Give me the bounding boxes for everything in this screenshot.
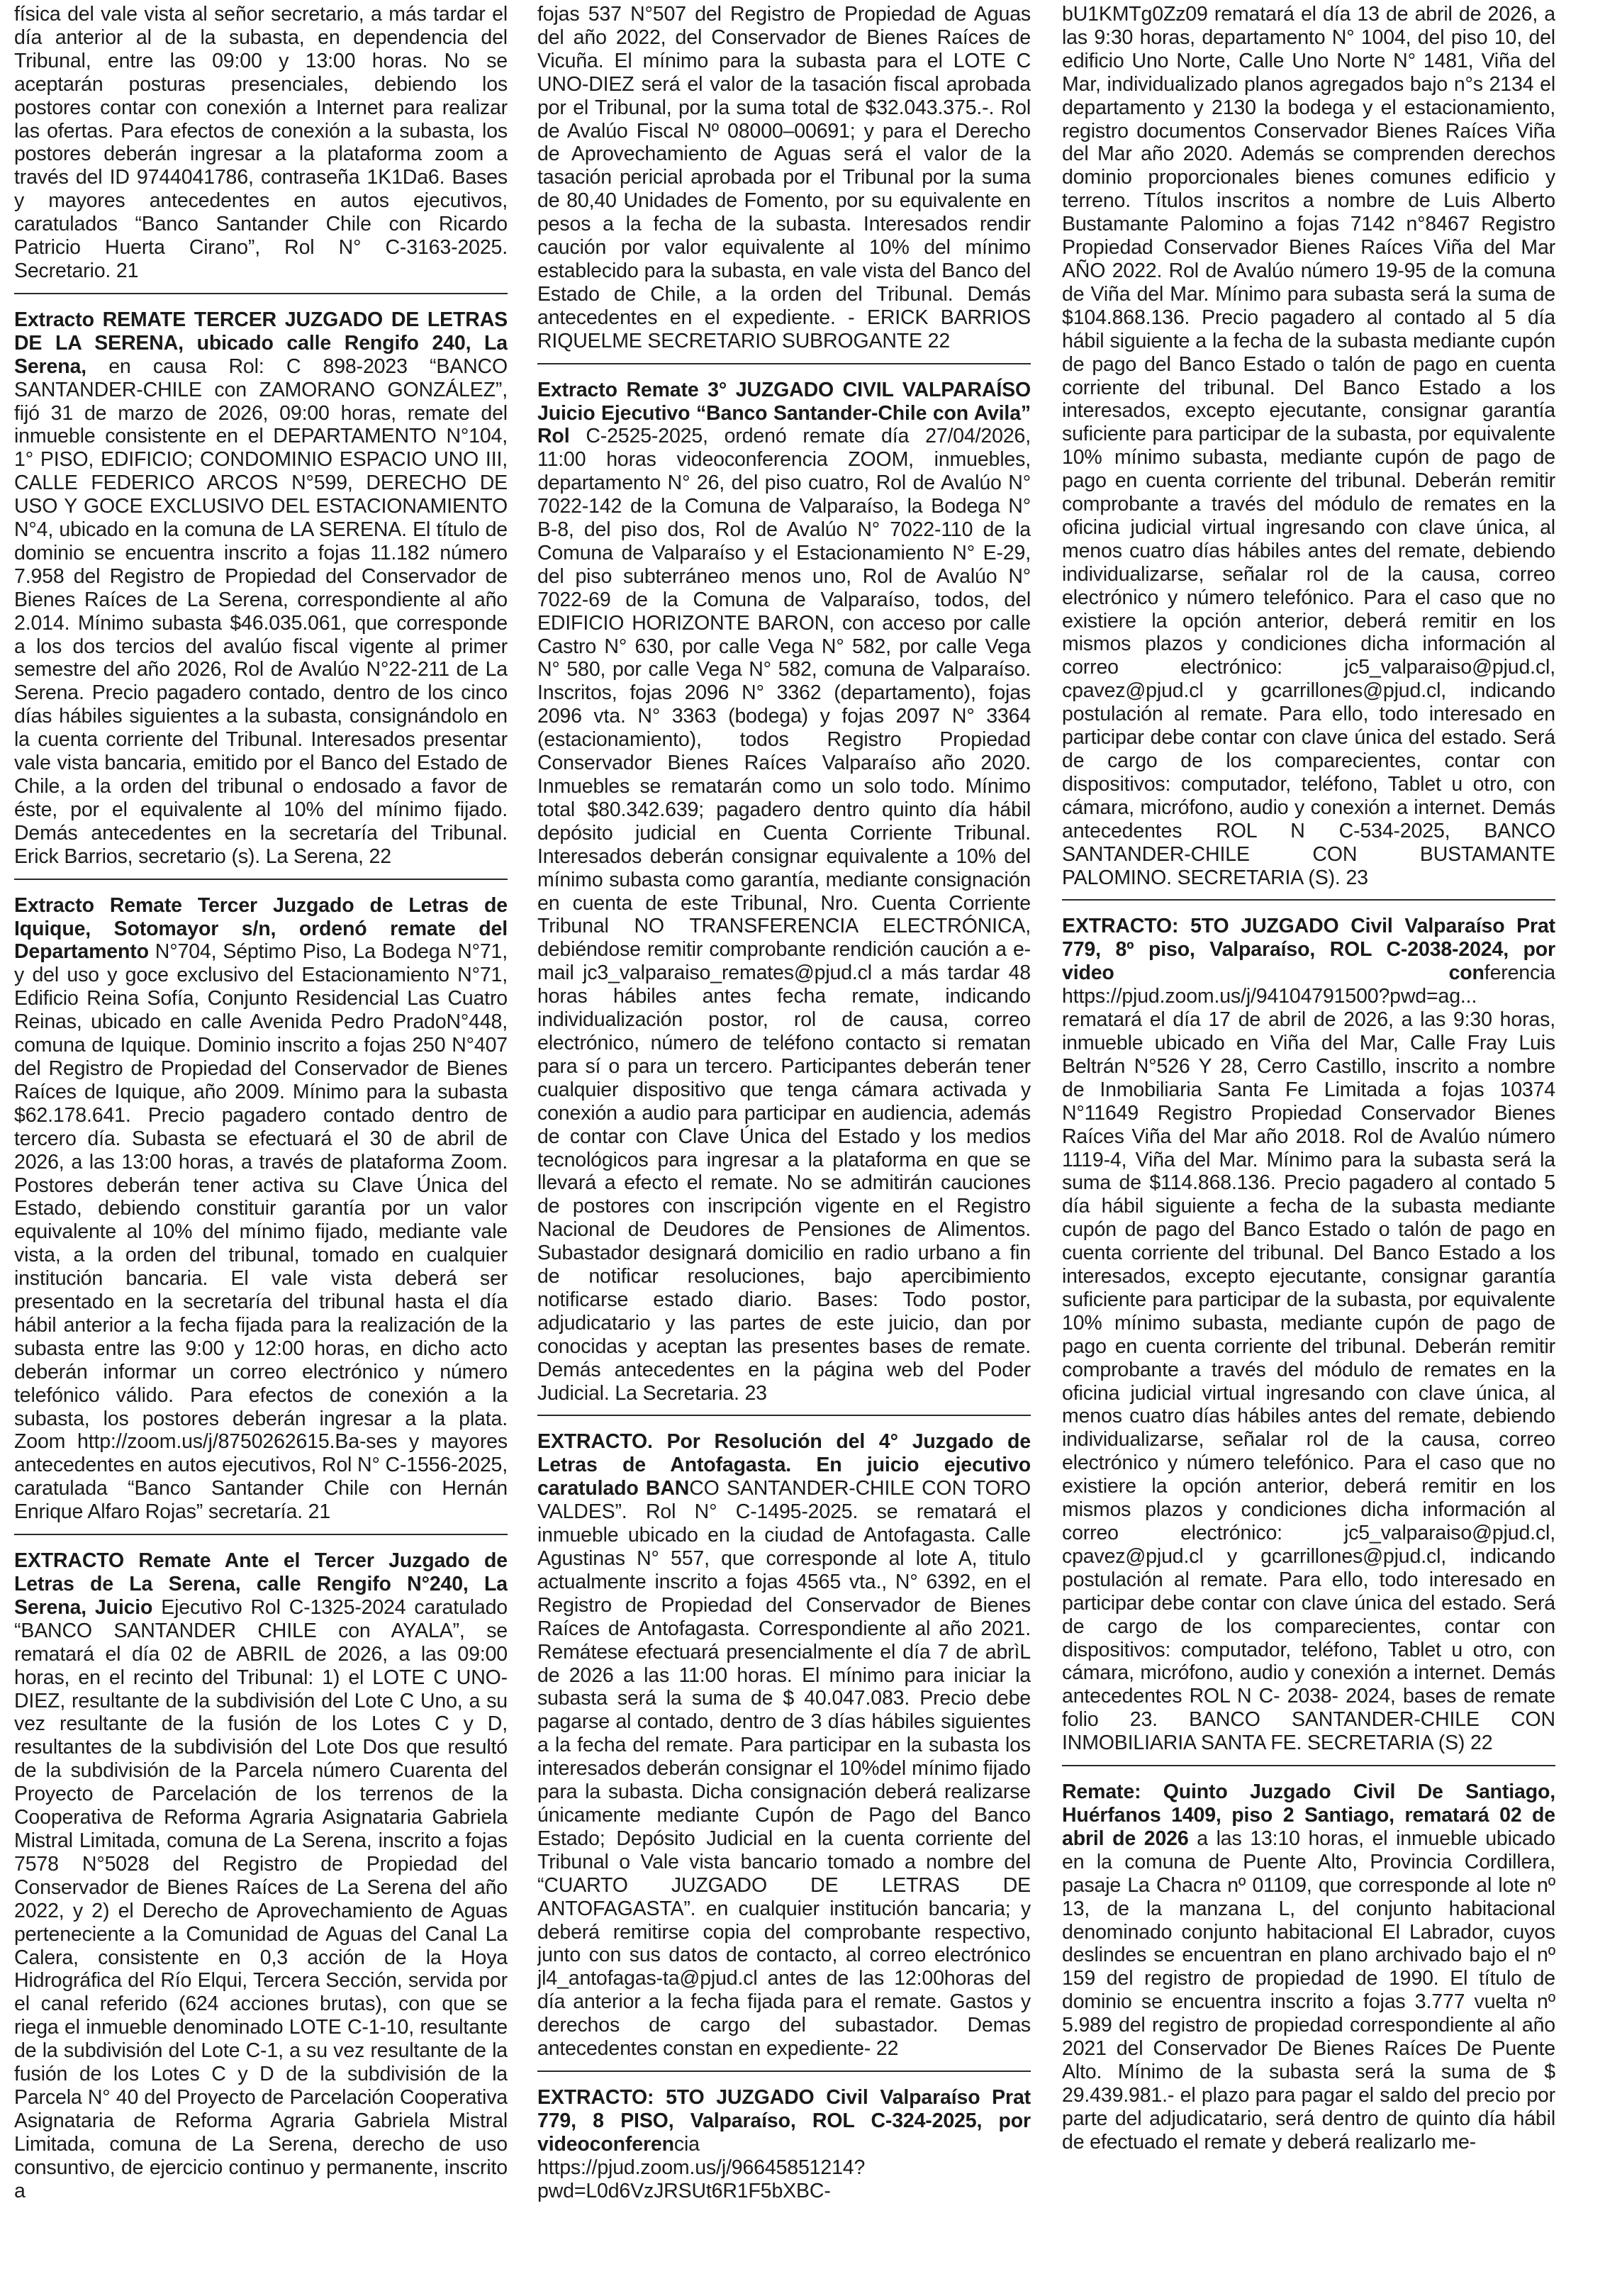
notice-body: ferencia https://pjud.zoom.us/j/94104791500?pwd=ag... rematará el día 17 de abril de 2026, a las 9:30 horas, inmueble ubicado en Viña del Mar, Calle Fray Luis Beltrán N°526 Y 28, Cerro Castillo, inscrito a nombre de Inmobiliaria Santa Fe Limitada a fojas 10374 N°11649 Registro Propiedad Conservador Bienes Raíces Viña del Mar año 2018. Rol de Avalúo número 1119-4, Viña del Mar. Mínimo para la subasta será la suma de $114.868.136. Precio pagadero al contado 5 día hábil siguiente a fecha de la subasta mediante cupón de pago del Banco Estado o talón de pago en cuenta corriente del tribunal. Del Banco Estado a los interesados, excepto ejecutante, consignar garantía suficiente para participar de la subasta, por equivalente 10% mínimo subasta, mediante cupón de pago de pago en cuenta corriente del tribunal. Deberán remitir comprobante a través del módulo de remates en la oficina judicial virtual ingresando con clave única, al menos cuatro días hábiles antes del remate, debiendo individualizarse, señalar rol de la causa, correo electrónico y número telefónico. Para el caso que no existiere la opción anterior, deberá remitir en los mismos plazos y condiciones dicha información al correo electrónico: jc5_valparaiso@pjud.cl, cpavez@pjud.cl y gcarrillones@pjud.cl, indicando postulación al remate. Para ello, todo interesado en participar debe contar con clave única del estado. Será de cargo de los comparecientes, contar con dispositivos: computador, teléfono, Tablet u otro, con cámara, micrófono, audio y conexión a internet. Demás antecedentes ROL N C- 2038- 2024, bases de remate folio 23. BANCO SANTANDER-CHILE CON INMOBILIARIA SANTA FE. SECRETARIA (S) 22 [1062, 962, 1555, 1755]
legal-notice [537, 2086, 1031, 2213]
legal-notice [1062, 1780, 1555, 2164]
notice-body: Ejecutivo Rol C-1325-2024 caratulado “BANCO SANTANDER CHILE con AYALA”, se rematará el día 02 de ABRIL de 2026, a las 09:00 horas, en el recinto del Tribunal: 1) el LOTE C UNO-DIEZ, resultante de la subdivisión del Lote C Uno, a su vez resultante de la fusión de los Lotes C y D, resultantes de la subdivisión del Lote Dos que resultó de la subdivisión de la Parcela número Cuarenta del Proyecto de Parcelación de los terrenos de la Cooperativa de Reforma Agraria Asignataria Gabriela Mistral Limitada, comuna de La Serena, inscrito a fojas 7578 N°5028 del Registro de Propiedad del Conservador de Bienes Raíces de La Serena del año 2022, y 2) el Derecho de Aprovechamiento de Aguas perteneciente a la Comunidad de Aguas del Canal La Calera, consistente en 0,3 acción de la Hoya Hidrográfica del Río Elqui, Tercera Sección, servida por el canal referido (624 acciones brutas), con que se riega el inmueble denominado LOTE C-1-10, resultante de la subdivisión del Lote C-1, a su vez resultante de la fusión de los Lotes C y D de la subdivisión de la Parcela N° 40 del Proyecto de Parcelación Cooperativa Asignataria de Reforma Agraria Gabriela Mistral Limitada, comuna de La Serena, derecho de uso consuntivo, de ejercicio continuo y permanente, inscrito a [14, 1595, 508, 2202]
notice-body: C-2525-2025, ordenó remate día 27/04/2026, 11:00 horas videoconferencia ZOOM, inmuebles, departamento N° 26, del piso cuatro, Rol de Avalúo N° 7022-142 de la Comuna de Valparaíso, la Bodega N° B-8, del piso dos, Rol de Avalúo N° 7022-110 de la Comuna de Valparaíso y el Estacionamiento N° E-29, del piso subterráneo menos uno, Rol de Avalúo N° 7022-69 de la Comuna de Valparaíso, todos, del EDIFICIO HORIZONTE BARON, con acceso por calle Castro N° 630, por calle Vega N° 582, por calle Vega N° 580, por calle Vega N° 582, comuna de Valparaíso. Inscritos, fojas 2096 N° 3362 (departamento), fojas 2096 vta. N° 3363 (bodega) y fojas 2097 N° 3364 (estacionamiento), todos Registro Propiedad Conservador Bienes Raíces Valparaíso año 2020. Inmuebles se rematarán como un solo todo. Mínimo total $80.342.639; pagadero dentro quinto día hábil depósito judicial en Cuenta Corriente Tribunal. Interesados deberán consignar equivalente a 10% del mínimo subasta como garantía, mediante consignación en cuenta de este Tribunal, Nro. Cuenta Corriente Tribunal NO TRANSFERENCIA ELECTRÓNICA, debiéndose remitir comprobante rendición caución a e-mail jc3_valparaiso_remates@pjud.cl a más tardar 48 horas hábiles antes fecha remate, indicando individualización postor, rol de causa, correo electrónico, número de teléfono contacto si rematan para sí o para un tercero. Participantes deberán tener cualquier dispositivo que tenga cámara activada y conexión a audio para participar en audiencia, además de contar con Clave Única del Estado y los medios tecnológicos para ingresar a la plataforma en que se llevará a efecto el remate. No se admitirán cauciones de postores con inscripción vigente en el Registro Nacional de Deudores de Pensiones de Alimentos. Subastador designará domicilio en radio urbano a fin de notificar resoluciones, bajo apercibimiento notificarse estado diario. Bases: Todo postor, adjudicatario y las partes de este juicio, dan por conocidas y aceptan las presentes bases de remate. Demás antecedentes en la página web del Poder Judicial. La Secretaria. 23 [537, 425, 1031, 1405]
notice-body: cia https://pjud.zoom.us/j/96645851214?pwd=L0d6VzJRSUt6R1F5bXBC- [537, 2132, 866, 2202]
notice-body: física del vale vista al señor secretario, a más tardar el día anterior al de la subasta, en dependencia del Tribunal, entre las 09:00 y 13:00 horas. No se aceptarán posturas presenciales, debiendo los postores contar con conexión a Internet para realizar las ofertas. Para efectos de conexión a la subasta, los postores deberán ingresar a la plataforma zoom a través del ID 9744041786, contraseña 1K1Da6. Bases y mayores antecedentes en autos ejecutivos, caratulados “Banco Santander Chile con Ricardo Patricio Huerta Cirano”, Rol N° C-3163-2025. Secretario. 21 [14, 3, 508, 282]
notice-heading: Extracto Remate 3° JUZGADO CIVIL VALPARAÍSO Juicio Ejecutivo “Banco Santander-Chile con Avila” Rol [537, 378, 1031, 448]
notice-body: en causa Rol: C 898-2023 “BANCO SANTANDER-CHILE con ZAMORANO GONZÁLEZ”, fijó 31 de marzo de 2026, 09:00 horas, remate del inmueble consistente en el DEPARTAMENTO N°104, 1° PISO, EDIFICIO; CONDOMINIO ESPACIO UNO III, CALLE FEDERICO ARCOS N°599, DERECHO DE USO Y GOCE EXCLUSIVO DEL ESTACIONAMIENTO N°4, ubicado en la comuna de LA SERENA. El título de dominio se encuentra inscrito a fojas 11.182 número 7.958 del Registro de Propiedad del Conservador de Bienes Raíces de La Serena, correspondiente al año 2.014. Mínimo subasta $46.035.061, que corresponde a los dos tercios del avalúo fiscal vigente al primer semestre del año 2026, Rol de Avalúo N°22-211 de La Serena. Precio pagadero contado, dentro de los cinco días hábiles siguientes a la subasta, consignándolo en la cuenta corriente del Tribunal. Interesados presentar vale vista bancaria, emitido por el Banco del Estado de Chile, a la orden del tribunal o endosado a favor de éste, por el equivalente al 10% del mínimo fijado. Demás antecedentes en la secretaría del Tribunal. Erick Barrios, secretario (s). La Serena, 22 [14, 355, 508, 868]
notice-body: fojas 537 N°507 del Registro de Propiedad de Aguas del año 2022, del Conservador de Bienes Raíces de Vicuña. El mínimo para la subasta para el LOTE C UNO-DIEZ será el valor de la tasación fiscal aprobada por el Tribunal, por la suma total de $32.043.375.-. Rol de Avalúo Fiscal Nº 08000–00691; y para el Derecho de Aprovechamiento de Aguas será el valor de la tasación pericial aprobada por el Tribunal por la suma de 80,40 Unidades de Fomento, por su equivalente en pesos a la fecha de la subasta. Interesados rendir caución por valor equivalente al 10% del mínimo establecido para la subasta, en vale vista del Banco del Estado de Chile, a la orden del Tribunal. Demás antecedentes en el expediente. - ERICK BARRIOS RIQUELME SECRETARIO SUBROGANTE 22 [537, 3, 1031, 352]
legal-notice [537, 1430, 1031, 2071]
legal-notice [14, 308, 508, 880]
legal-notice [14, 3, 508, 294]
notice-heading: EXTRACTO: 5TO JUZGADO Civil Valparaíso Prat 779, 8º piso, Valparaíso, ROL C-2038-2024, por video con [1062, 915, 1555, 985]
notice-heading: Extracto REMATE TERCER JUZGADO DE LETRAS DE LA SERENA, ubicado calle Rengifo 240, La Serena, [14, 308, 508, 378]
notice-heading: EXTRACTO: 5TO JUZGADO Civil Valparaíso Prat 779, 8 PISO, Valparaíso, ROL C-324-2025, por videoconferen [537, 2085, 1031, 2156]
notice-heading: Remate: Quinto Juzgado Civil De Santiago, Huérfanos 1409, piso 2 Santiago, rematará 02 de abril de 2026 [1062, 1780, 1555, 1850]
notice-body: N°704, Séptimo Piso, La Bodega N°71, y del uso y goce exclusivo del Estacionamiento N°71, Edificio Reina Sofía, Conjunto Residencial Las Cuatro Reinas, ubicado en calle Avenida Pedro PradoN°448, comuna de Iquique. Dominio inscrito a fojas 250 N°407 del Registro de Propiedad del Conservador de Bienes Raíces de Iquique, año 2009. Mínimo para la subasta $62.178.641. Precio pagadero contado dentro de tercero día. Subasta se efectuará el 30 de abril de 2026, a las 13:00 horas, a través de plataforma Zoom. Postores deberán tener activa su Clave Única del Estado, debiendo constituir garantía por un valor equivalente al 10% del mínimo fijado, mediante vale vista, a la orden del tribunal, tomado en cualquier institución bancaria. El vale vista deberá ser presentado en la secretaría del tribunal hasta el día hábil anterior a la fecha fijada para la realización de la subasta entre las 9:00 y 12:00 horas, en dicho acto deberán informar un correo electrónico y número telefónico válido. Para efectos de conexión a la subasta, los postores deberán ingresar a la plata. Zoom http://zoom.us/j/8750262615.Ba-ses y mayores antecedentes en autos ejecutivos, Rol N° C-1556-2025, caratulada “Banco Santander Chile con Hernán Enrique Alfaro Rojas” secretaría. 21 [14, 940, 508, 1524]
notice-body: a las 13:10 horas, el inmueble ubicado en la comuna de Puente Alto, Provincia Cordillera, pasaje La Chacra nº 01109, que corresponde al lote nº 13, de la manzana L, del conjunto habitacional denominado conjunto habitacional El Labrador, cuyos deslindes se encuentran en plano archivado bajo el nº 159 del registro de propiedad de 1990. El título de dominio se encuentra inscrito a fojas 3.777 vuelta nº 5.989 del registro de propiedad correspondiente al año 2021 del Conservador De Bienes Raíces De Puente Alto. Mínimo de la subasta será la suma de $ 29.439.981.- el plazo para pagar el saldo del precio por parte del adjudicatario, será dentro de quinto día hábil de efectuado el remate y deberá realizarlo me- [1062, 1827, 1555, 2153]
legal-notice [14, 894, 508, 1535]
legal-notice [1062, 915, 1555, 1766]
legal-notice [537, 3, 1031, 364]
notice-heading: EXTRACTO. Por Resolución del 4° Juzgado de Letras de Antofagasta. En juicio ejecutivo caratulado BAN [537, 1430, 1031, 1500]
legal-notice [537, 379, 1031, 1417]
notice-body: bU1KMTg0Zz09 rematará el día 13 de abril de 2026, a las 9:30 horas, departamento N° 1004, del piso 10, del edificio Uno Norte, Calle Uno Norte N° 1481, Viña del Mar, individualizado planos agregados bajo n°s 2134 el departamento y 2130 la bodega y el estacionamiento, registro documentos Conservador Bienes Raíces Viña del Mar año 2020. Además se comprenden derechos dominio proporcionales bienes comunes edificio y terreno. Títulos inscritos a nombre de Luis Alberto Bustamante Palomino a fojas 7142 n°8467 Registro Propiedad Conservador Bienes Raíces Viña del Mar AÑO 2022. Rol de Avalúo número 19-95 de la comuna de Viña del Mar. Mínimo para subasta será la suma de $104.868.136. Precio pagadero al contado al 5 día hábil siguiente a la fecha de la subasta mediante cupón de pago del Banco Estado o talón de pago en cuenta corriente del tribunal. Del Banco Estado a los interesados, excepto ejecutante, consignar garantía suficiente para participar de la subasta, por equivalente 10% mínimo subasta, mediante cupón de pago de pago en cuenta corriente del tribunal. Deberán remitir comprobante a través del módulo de remates en la oficina judicial virtual ingresando con clave única, al menos cuatro días hábiles antes del remate, debiendo individualizarse, señalar rol de la causa, correo electrónico y número telefónico. Para el caso que no existiere la opción anterior, deberá remitir en los mismos plazos y condiciones dicha información al correo electrónico: jc5_valparaiso@pjud.cl, cpavez@pjud.cl y gcarrillones@pjud.cl, indicando postulación al remate. Para ello, todo interesado en participar debe contar con clave única del estado. Será de cargo de los comparecientes, contar con dispositivos: computador, teléfono, Tablet u otro, con cámara, micrófono, audio y conexión a internet. Demás antecedentes ROL N C-534-2025, BANCO SANTANDER-CHILE CON BUSTAMANTE PALOMINO. SECRETARIA (S). 23 [1062, 3, 1555, 889]
column-2 [537, 0, 1031, 2296]
notice-heading: Extracto Remate Tercer Juzgado de Letras de Iquique, Sotomayor s/n, ordenó remate del Departamento [14, 893, 508, 964]
legal-notice [14, 1549, 508, 2212]
notice-body: CO SANTANDER-CHILE CON TORO VALDES”. Rol N° C-1495-2025. se rematará el inmueble ubicado en la ciudad de Antofagasta. Calle Agustinas N° 557, que corresponde al lote A, titulo actualmente inscrito a fojas 4565 vta., N° 6392, en el Registro de Propiedad del Conservador de Bienes Raíces de Antofagasta. Correspondiente al año 2021. Remátese efectuará presencialmente el día 7 de abrìL de 2026 a las 11:00 horas. El mínimo para iniciar la subasta será la suma de $ 40.047.083. Precio debe pagarse al contado, dentro de 3 días hábiles siguientes a la fecha del remate. Para participar en la subasta los interesados deberán consignar el 10%del mínimo fijado para la subasta. Dicha consignación deberá realizarse únicamente mediante Cupón de Pago del Banco Estado; Depósito Judicial en la cuenta corriente del Tribunal o Vale vista bancario tomado a nombre del “CUARTO JUZGADO DE LETRAS DE ANTOFAGASTA”. en cualquier institución bancaria; y deberá remitirse copia del comprobante respectivo, junto con sus datos de contacto, al correo electrónico jl4_antofagas-ta@pjud.cl antes de las 12:00horas del día anterior a la fecha fijada para el remate. Gastos y derechos de cargo del subastador. Demas antecedentes constan en expediente- 22 [537, 1477, 1031, 2061]
column-3 [1062, 0, 1555, 2296]
notice-heading: EXTRACTO Remate Ante el Tercer Juzgado de Letras de La Serena, calle Rengifo N°240, La Serena, Juicio [14, 1549, 508, 1619]
column-1 [14, 0, 508, 2296]
legal-notice [1062, 3, 1555, 901]
